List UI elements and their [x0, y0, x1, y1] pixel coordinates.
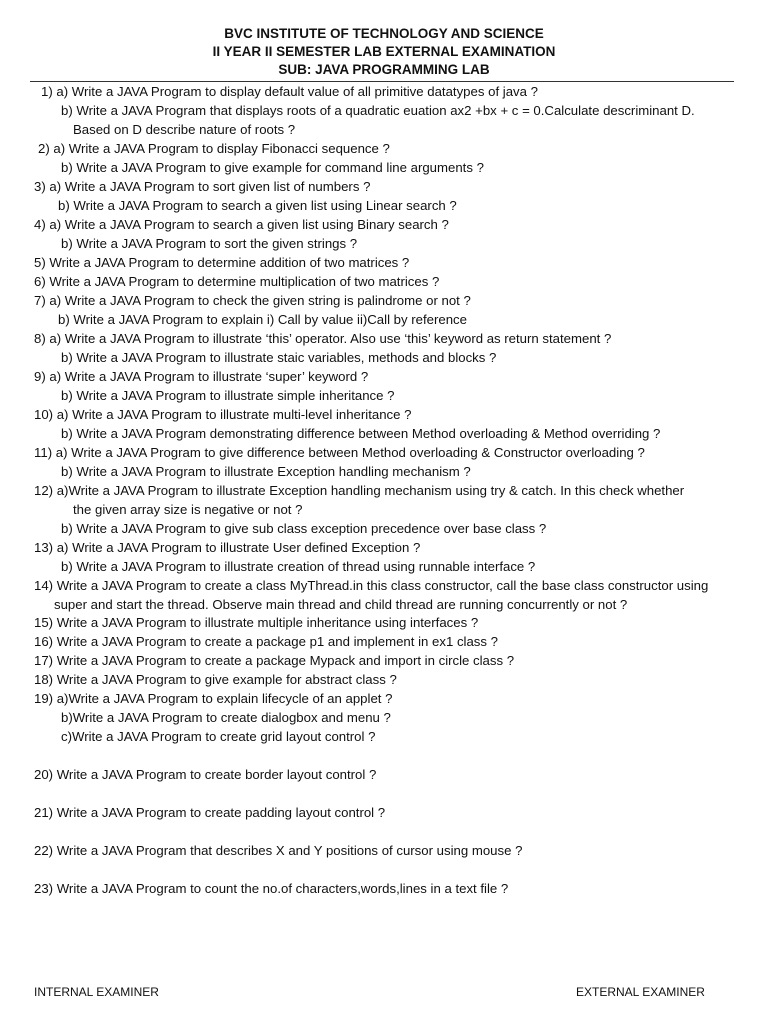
question-line: 23) Write a JAVA Program to count the no.of characters,words,lines in a text file ?: [34, 881, 509, 896]
question-line: b) Write a JAVA Program to sort the given strings ?: [61, 236, 358, 251]
header-divider: [30, 81, 734, 82]
question-line: 16) Write a JAVA Program to create a package p1 and implement in ex1 class ?: [34, 634, 498, 649]
question-line: b) Write a JAVA Program to illustrate Exception handling mechanism ?: [61, 464, 471, 479]
question-line: 2) a) Write a JAVA Program to display Fibonacci sequence ?: [38, 141, 390, 156]
question-line: Based on D describe nature of roots ?: [73, 122, 296, 137]
exam-title: II YEAR II SEMESTER LAB EXTERNAL EXAMINATION: [212, 44, 556, 59]
document-header: [0, 25, 768, 79]
question-line: c)Write a JAVA Program to create grid layout control ?: [61, 729, 376, 744]
question-line: the given array size is negative or not ?: [73, 502, 303, 517]
question-line: 3) a) Write a JAVA Program to sort given list of numbers ?: [34, 179, 371, 194]
question-line: 19) a)Write a JAVA Program to explain lifecycle of an applet ?: [34, 691, 393, 706]
question-line: 14) Write a JAVA Program to create a class MyThread.in this class constructor, call the base class constructor using: [34, 578, 709, 593]
question-line: 11) a) Write a JAVA Program to give difference between Method overloading & Constructor overloading ?: [34, 445, 645, 460]
question-line: 10) a) Write a JAVA Program to illustrate multi-level inheritance ?: [34, 407, 412, 422]
question-line: 18) Write a JAVA Program to give example for abstract class ?: [34, 672, 397, 687]
institute-title: BVC INSTITUTE OF TECHNOLOGY AND SCIENCE: [224, 26, 544, 41]
question-line: b) Write a JAVA Program to illustrate simple inheritance ?: [61, 388, 395, 403]
question-line: 4) a) Write a JAVA Program to search a given list using Binary search ?: [34, 217, 449, 232]
question-line: 5) Write a JAVA Program to determine addition of two matrices ?: [34, 255, 410, 270]
question-line: b) Write a JAVA Program to give sub class exception precedence over base class ?: [61, 521, 547, 536]
external-examiner-label: EXTERNAL EXAMINER: [576, 985, 705, 999]
question-line: 15) Write a JAVA Program to illustrate multiple inheritance using interfaces ?: [34, 615, 479, 630]
question-line: 22) Write a JAVA Program that describes X and Y positions of cursor using mouse ?: [34, 843, 523, 858]
internal-examiner-label: INTERNAL EXAMINER: [34, 985, 159, 999]
question-line: b) Write a JAVA Program that displays roots of a quadratic euation ax2 +bx + c = 0.Calculate descriminant D.: [61, 103, 695, 118]
question-line: 17) Write a JAVA Program to create a package Mypack and import in circle class ?: [34, 653, 515, 668]
question-line: b)Write a JAVA Program to create dialogbox and menu ?: [61, 710, 391, 725]
question-line: b) Write a JAVA Program to search a given list using Linear search ?: [58, 198, 457, 213]
question-line: 8) a) Write a JAVA Program to illustrate ‘this’ operator. Also use ‘this’ keyword as return statement ?: [34, 331, 612, 346]
question-line: 1) a) Write a JAVA Program to display default value of all primitive datatypes of java ?: [41, 84, 538, 99]
question-line: 7) a) Write a JAVA Program to check the given string is palindrome or not ?: [34, 293, 471, 308]
question-line: 9) a) Write a JAVA Program to illustrate ‘super’ keyword ?: [34, 369, 369, 384]
question-line: b) Write a JAVA Program to explain i) Call by value ii)Call by reference: [58, 312, 467, 327]
question-line: b) Write a JAVA Program to illustrate creation of thread using runnable interface ?: [61, 559, 536, 574]
question-line: super and start the thread. Observe main thread and child thread are running concurrently or not ?: [54, 597, 628, 612]
question-line: b) Write a JAVA Program demonstrating difference between Method overloading & Method overriding ?: [61, 426, 661, 441]
question-line: 12) a)Write a JAVA Program to illustrate Exception handling mechanism using try & catch. In this check whether: [34, 483, 685, 498]
question-line: 13) a) Write a JAVA Program to illustrate User defined Exception ?: [34, 540, 421, 555]
question-line: b) Write a JAVA Program to give example for command line arguments ?: [61, 160, 484, 175]
question-line: 20) Write a JAVA Program to create border layout control ?: [34, 767, 377, 782]
question-line: b) Write a JAVA Program to illustrate staic variables, methods and blocks ?: [61, 350, 497, 365]
question-line: 21) Write a JAVA Program to create padding layout control ?: [34, 805, 386, 820]
subject-title: SUB: JAVA PROGRAMMING LAB: [278, 62, 490, 77]
question-line: 6) Write a JAVA Program to determine multiplication of two matrices ?: [34, 274, 440, 289]
